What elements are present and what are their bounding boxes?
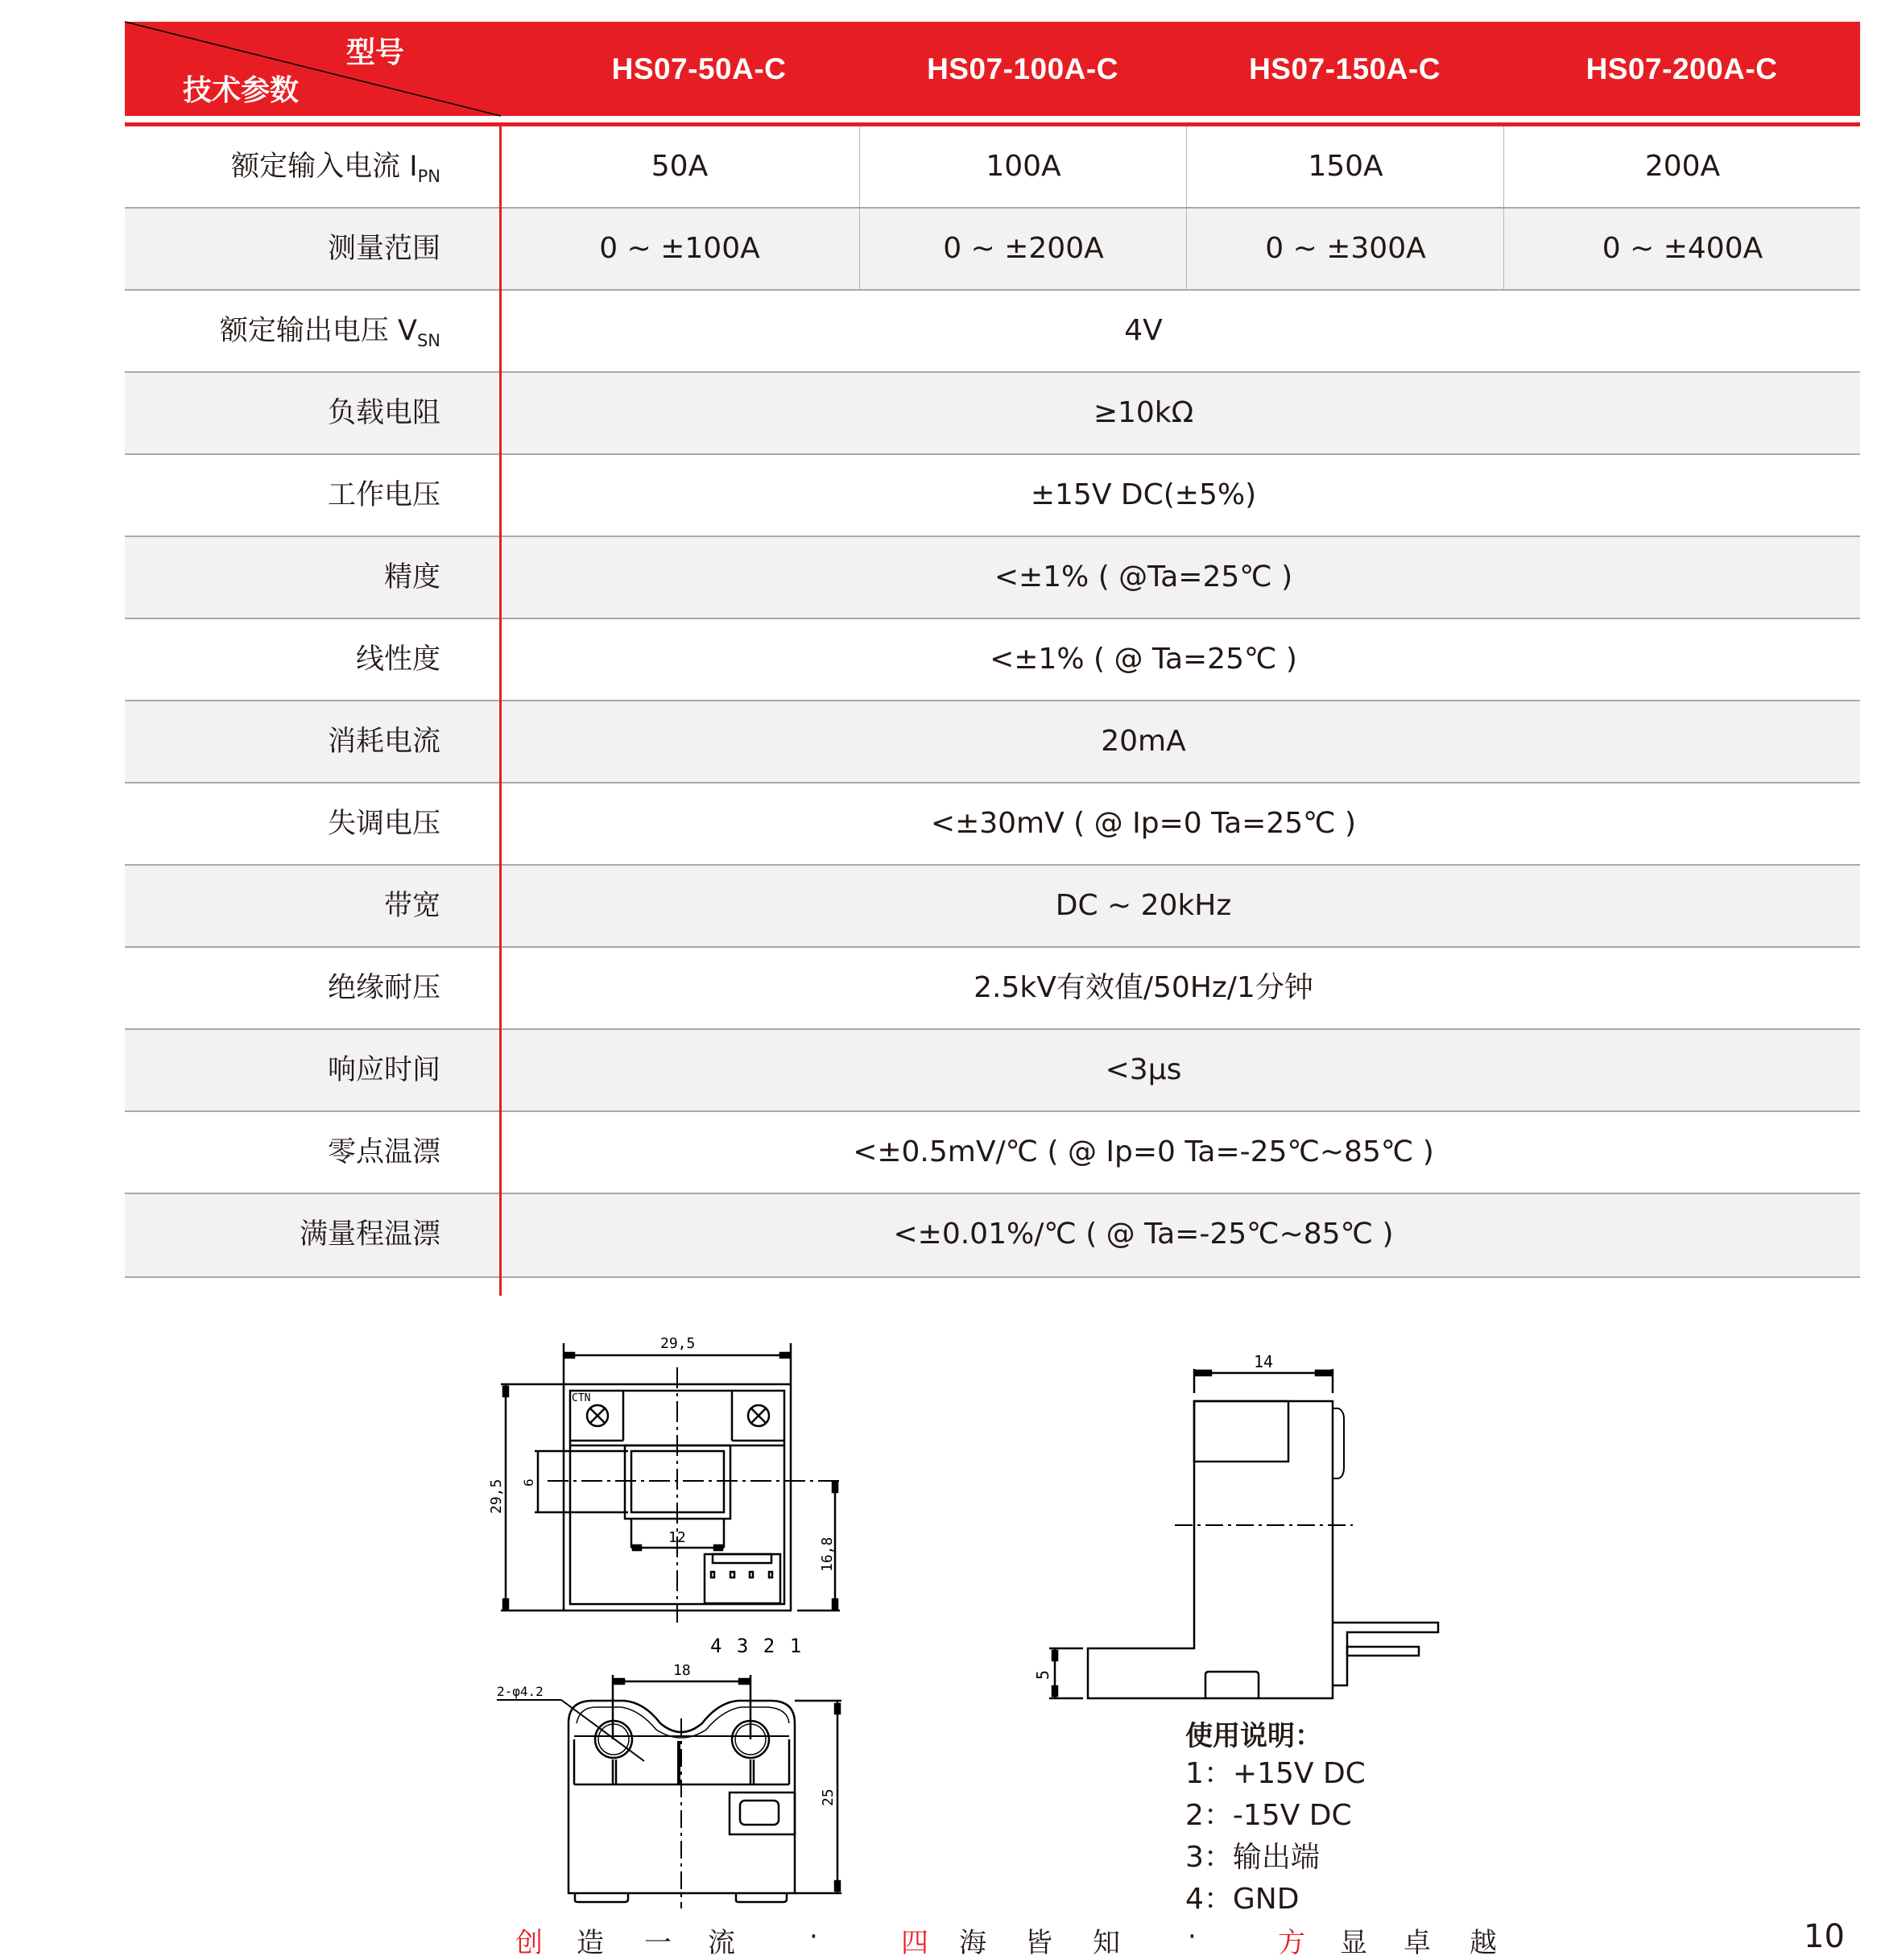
header-model-label: 型号: [346, 36, 405, 69]
slogan-char: 流: [708, 1927, 735, 1959]
header-model-1: HS07-50A-C: [611, 52, 787, 85]
front-center-dim: 16,8: [819, 1536, 836, 1572]
instruction-line: 4：GND: [1185, 1883, 1300, 1916]
corner-label: CTN: [572, 1392, 591, 1404]
front-view-drawing: [501, 1343, 841, 1623]
hole-label: 2-φ4.2: [497, 1684, 544, 1699]
row-label-subscript: PN: [417, 167, 440, 186]
hole-spacing-dim: 18: [673, 1662, 691, 1679]
page-number: 10: [1804, 1918, 1845, 1955]
slogan-char: 四: [901, 1927, 928, 1959]
table-cell: 0 ~ ±300A: [1186, 209, 1504, 289]
table-cell: 0 ~ ±400A: [1503, 209, 1861, 289]
table-cell-span: DC ~ 20kHz: [1055, 889, 1232, 922]
side-base-dim: 5: [1033, 1669, 1052, 1680]
row-label-text: 额定输出电压 V: [219, 315, 417, 347]
slogan-char: 一: [644, 1927, 672, 1959]
header-model-4: HS07-200A-C: [1586, 52, 1778, 85]
slogan-char: 海: [959, 1927, 986, 1959]
instruction-line: 3：输出端: [1185, 1841, 1320, 1874]
row-label-text: 负载电阻: [327, 397, 440, 429]
table-cell: 0 ~ ±200A: [859, 209, 1187, 289]
table-cell-span: <±0.5mV/℃ ( @ Ip=0 Ta=-25℃~85℃ ): [853, 1135, 1434, 1168]
slogan-char: 知: [1093, 1927, 1120, 1959]
table-cell-span: <±1% ( @Ta=25℃ ): [994, 560, 1293, 593]
slogan-char: 越: [1470, 1927, 1497, 1959]
front-window-w-dim: 12: [668, 1529, 686, 1546]
slogan-char: ·: [809, 1921, 818, 1953]
table-cell-span: 2.5kV有效值/50Hz/1分钟: [974, 971, 1313, 1004]
table-cell-span: ±15V DC(±5%): [1030, 478, 1257, 511]
row-label-text: 工作电压: [327, 479, 440, 511]
header-model-3: HS07-150A-C: [1249, 52, 1441, 85]
row-label-text: 失调电压: [327, 808, 440, 840]
row-label-text: 满量程温漂: [299, 1218, 440, 1251]
row-label-text: 精度: [383, 561, 440, 593]
table-cell: 100A: [859, 126, 1187, 207]
front-window-h-dim: 6: [521, 1478, 536, 1487]
instruction-line: 2：-15V DC: [1185, 1799, 1352, 1832]
row-label-text: 带宽: [383, 890, 440, 922]
table-cell: 0 ~ ±100A: [599, 232, 760, 265]
row-label-text: 绝缘耐压: [327, 972, 440, 1004]
bottom-height-dim: 25: [820, 1788, 837, 1806]
row-label-text: 零点温漂: [327, 1136, 440, 1168]
slogan-char: 造: [577, 1927, 604, 1959]
instructions-title: 使用说明：: [1185, 1720, 1322, 1752]
row-label-text: 消耗电流: [327, 726, 440, 758]
slogan-char: 卓: [1404, 1927, 1431, 1959]
side-view-drawing: [1049, 1369, 1438, 1698]
slogan-char: 创: [515, 1927, 543, 1959]
table-cell: 150A: [1186, 126, 1504, 207]
table-cell-span: <3μs: [1105, 1053, 1182, 1086]
row-label-text: 额定输入电流 I: [231, 151, 418, 183]
side-depth-dim: 14: [1254, 1352, 1274, 1371]
slogan-char: ·: [1188, 1921, 1197, 1953]
front-height-dim: 29,5: [488, 1478, 505, 1514]
front-width-dim: 29,5: [660, 1335, 696, 1352]
slogan-char: 方: [1278, 1927, 1305, 1959]
table-cell-span: ≥10kΩ: [1093, 396, 1194, 429]
slogan-char: 显: [1340, 1927, 1367, 1959]
table-cell-span: <±1% ( @ Ta=25℃ ): [990, 643, 1297, 676]
row-label-text: 响应时间: [327, 1054, 440, 1086]
slogan-char: 皆: [1025, 1927, 1052, 1959]
header-param-label: 技术参数: [183, 74, 300, 107]
row-label-text: 线性度: [355, 643, 440, 676]
header-model-2: HS07-100A-C: [927, 52, 1118, 85]
table-cell: 200A: [1503, 126, 1861, 207]
pin-order-label: 4 3 2 1: [710, 1635, 804, 1657]
table-cell: 50A: [651, 150, 709, 183]
instruction-line: 1：+15V DC: [1185, 1757, 1366, 1790]
table-cell-span: 4V: [1124, 314, 1163, 347]
bottom-view-drawing: [497, 1675, 841, 1908]
table-cell-span: <±30mV ( @ Ip=0 Ta=25℃ ): [930, 807, 1357, 840]
table-cell-span: 20mA: [1101, 725, 1186, 758]
row-label-subscript: SN: [416, 331, 440, 350]
table-cell-span: <±0.01%/℃ ( @ Ta=-25℃~85℃ ): [893, 1218, 1394, 1251]
row-label-text: 测量范围: [327, 233, 440, 265]
